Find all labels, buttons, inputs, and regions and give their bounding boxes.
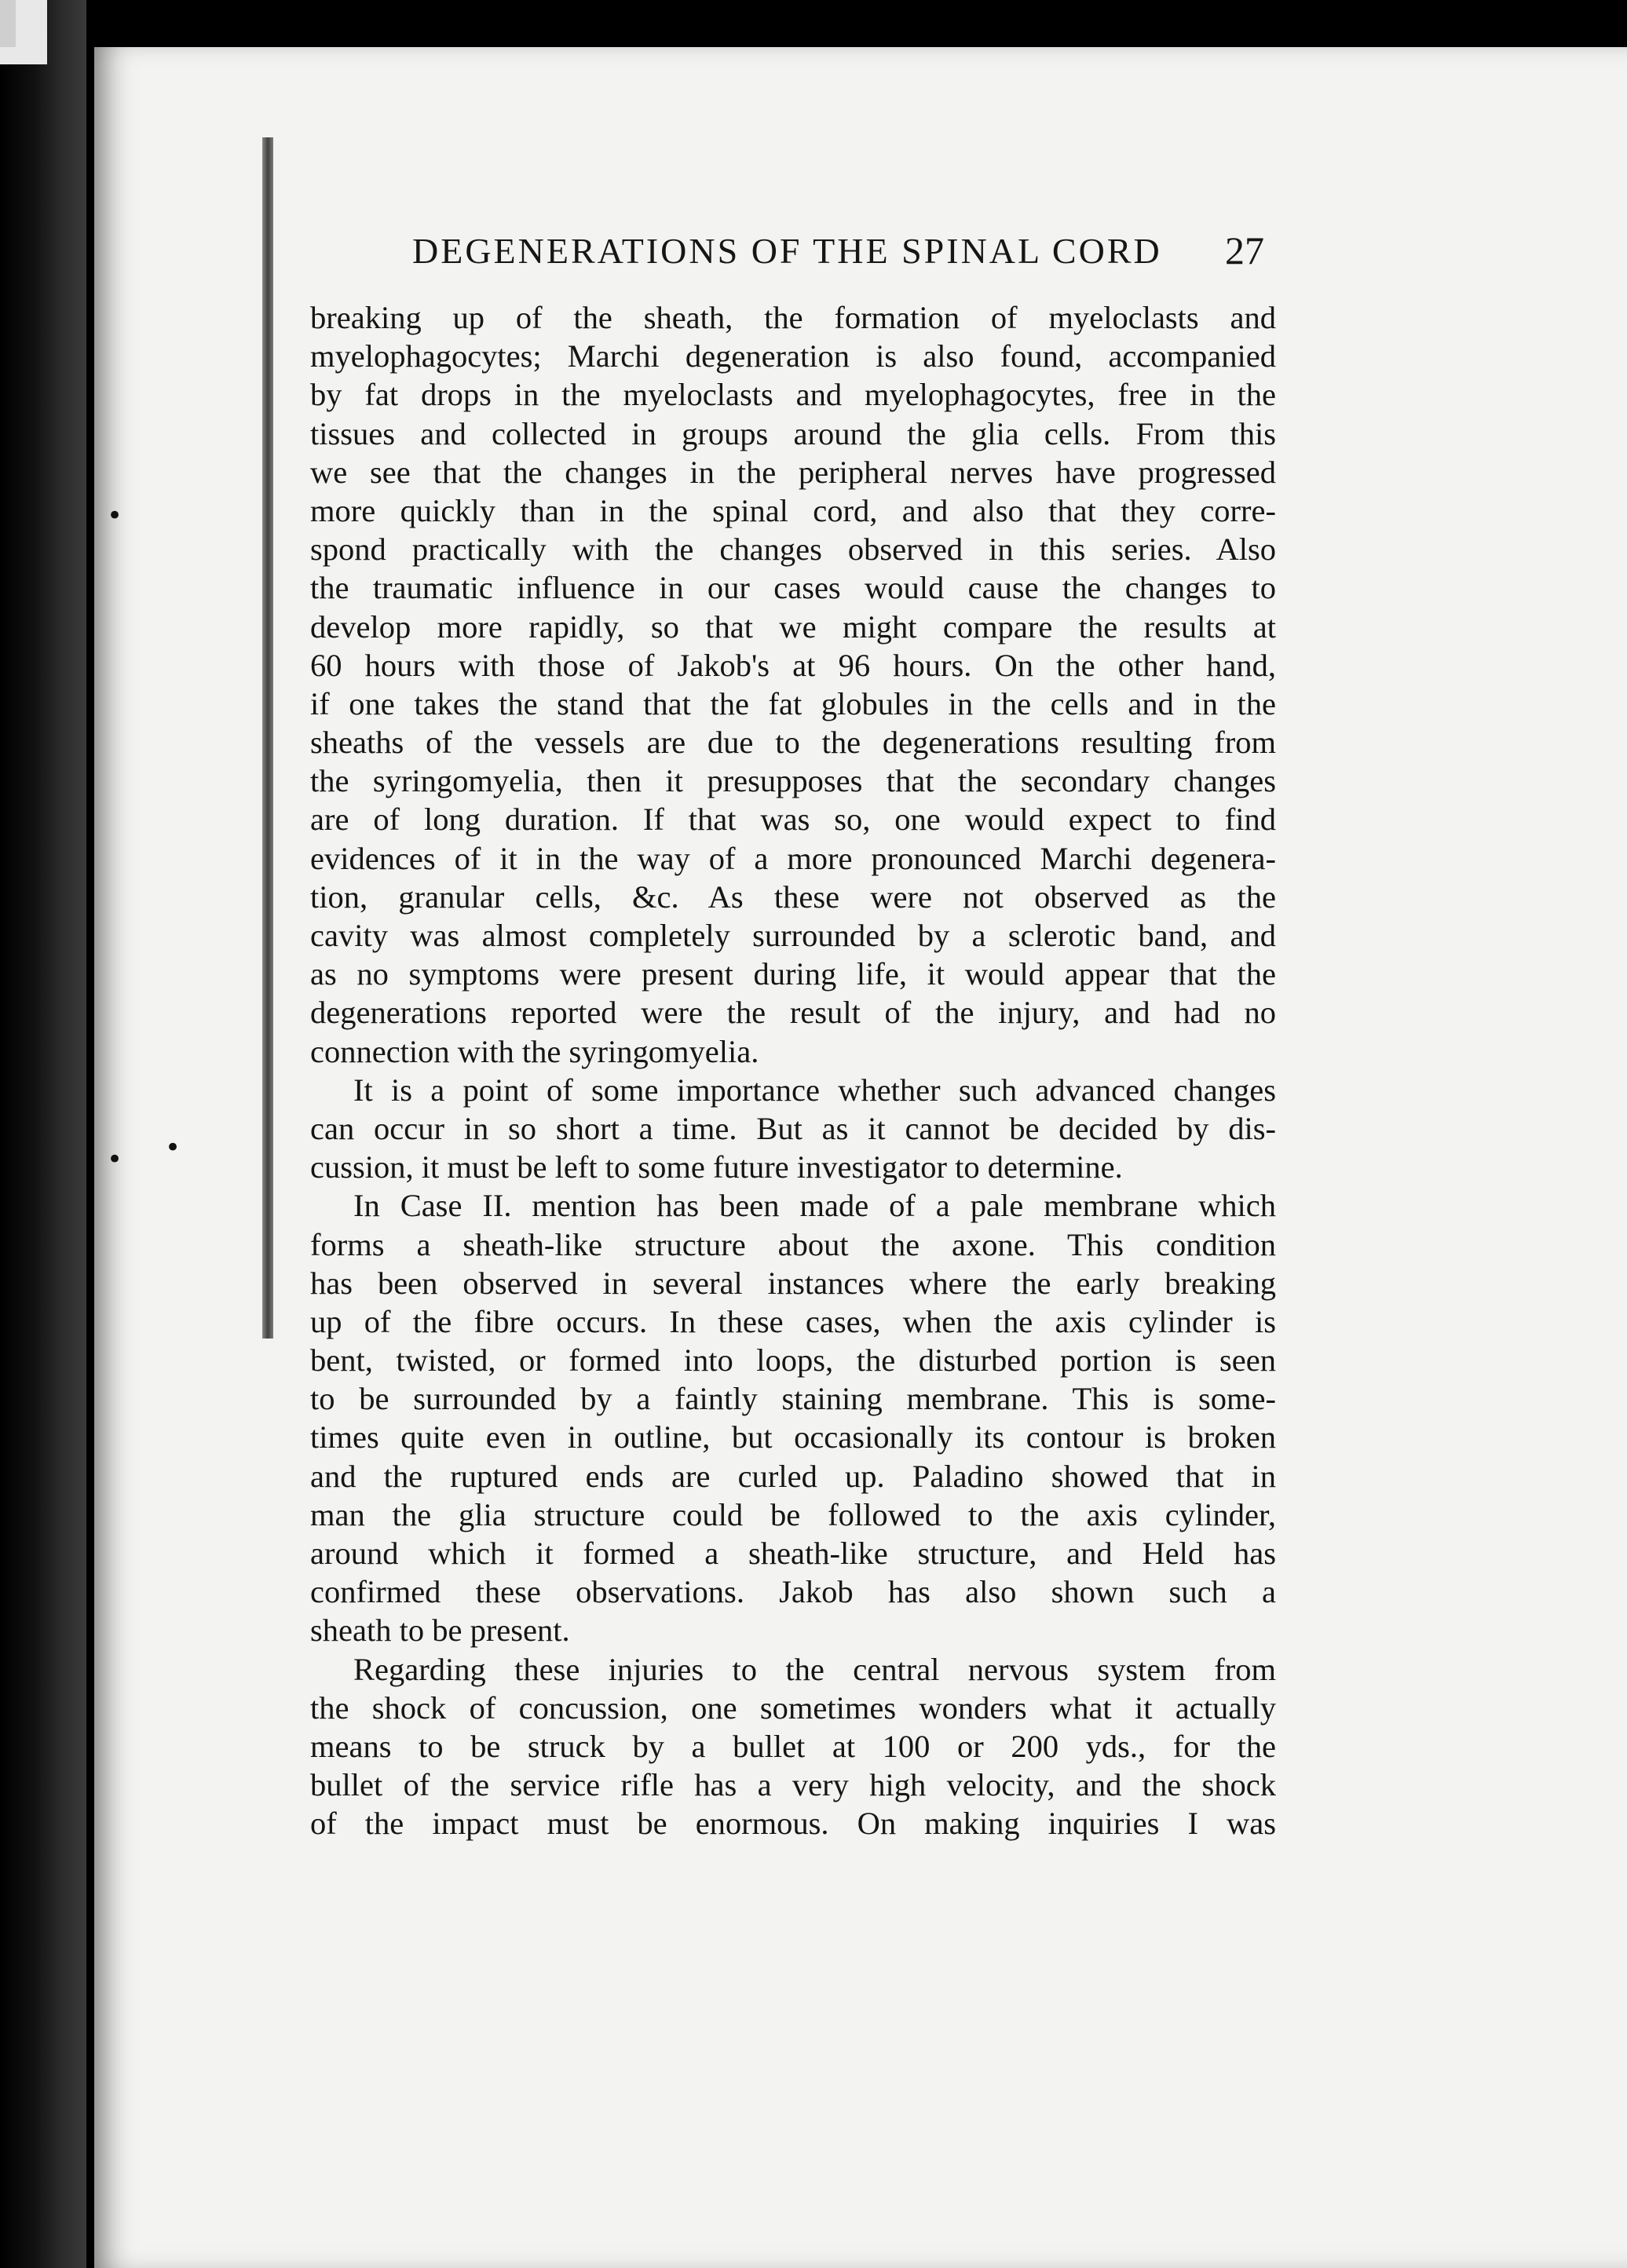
text-line: man the glia structure could be followed to the axis cylinder, xyxy=(310,1496,1276,1532)
text-line: and the ruptured ends are curled up. Paladino showed that in xyxy=(310,1458,1276,1494)
paragraph xyxy=(310,1186,1276,1649)
text-line: myelophagocytes; Marchi degeneration is also found, accompanied xyxy=(310,338,1276,374)
text-line: the shock of concussion, one sometimes wonders what it actually xyxy=(310,1689,1276,1726)
paragraph xyxy=(310,298,1276,1071)
text-line: develop more rapidly, so that we might compare the results at xyxy=(310,608,1276,645)
book-spine-shadow xyxy=(0,0,86,2268)
text-line: evidences of it in the way of a more pronounced Marchi degenera- xyxy=(310,840,1276,876)
text-line: 60 hours with those of Jakob's at 96 hours. On the other hand, xyxy=(310,647,1276,683)
paragraph xyxy=(310,1650,1276,1843)
text-line: confirmed these observations. Jakob has also shown such a xyxy=(310,1574,1276,1610)
text-line: cussion, it must be left to some future investigator to determine. xyxy=(310,1149,1123,1185)
text-line: around which it formed a sheath-like structure, and Held has xyxy=(310,1536,1276,1571)
text-line: more quickly than in the spinal cord, and also that they corre- xyxy=(310,492,1276,528)
text-line: bullet of the service rifle has a very high velocity, and the shock xyxy=(310,1767,1276,1803)
text-line: In Case II. mention has been made of a pale membrane which xyxy=(353,1188,1276,1224)
text-line: spond practically with the changes observed in this series. Also xyxy=(310,531,1276,568)
text-line: if one takes the stand that the fat globules in the cells and in the xyxy=(310,685,1276,721)
text-line: Regarding these injuries to the central nervous system from xyxy=(353,1651,1276,1687)
margin-mark: • xyxy=(107,500,123,531)
text-line: as no symptoms were present during life, it would appear that the xyxy=(310,956,1276,992)
page-number: 27 xyxy=(1225,228,1264,272)
text-line: sheaths of the vessels are due to the degenerations resulting from xyxy=(310,725,1276,761)
text-line: can occur in so short a time. But as it cannot be decided by dis- xyxy=(310,1110,1276,1146)
text-line: forms a sheath-like structure about the axone. This condition xyxy=(310,1226,1276,1262)
spine-mark xyxy=(0,0,16,47)
text-line: cavity was almost completely surrounded by a sclerotic band, and xyxy=(310,918,1276,953)
text-line: bent, twisted, or formed into loops, the disturbed portion is seen xyxy=(310,1342,1276,1379)
text-line: we see that the changes in the peripheral nerves have progressed xyxy=(310,454,1276,490)
text-line: are of long duration. If that was so, one would expect to find xyxy=(310,802,1276,838)
running-head: DEGENERATIONS OF THE SPINAL CORD xyxy=(412,231,1162,271)
text-line: to be surrounded by a faintly staining membrane. This is some- xyxy=(310,1381,1276,1417)
text-line: breaking up of the sheath, the formation of myeloclasts and xyxy=(310,300,1276,335)
text-line: by fat drops in the myeloclasts and myelophagocytes, free in the xyxy=(310,377,1276,413)
margin-mark: • xyxy=(165,1132,181,1163)
text-line: means to be struck by a bullet at 100 or 200 yds., for the xyxy=(310,1728,1276,1764)
margin-mark: • xyxy=(107,1144,123,1175)
text-line: tion, granular cells, &c. As these were not observed as the xyxy=(310,878,1276,915)
text-line: of the impact must be enormous. On making inquiries I was xyxy=(310,1806,1276,1842)
text-line: the traumatic influence in our cases would cause the changes to xyxy=(310,570,1276,606)
text-line: has been observed in several instances where the early breaking xyxy=(310,1265,1276,1301)
text-line: It is a point of some importance whether such advanced changes xyxy=(353,1072,1276,1108)
text-line: times quite even in outline, but occasionally its contour is broken xyxy=(310,1419,1276,1455)
text-line: sheath to be present. xyxy=(310,1612,570,1649)
text-line: connection with the syringomyelia. xyxy=(310,1033,759,1069)
text-line: degenerations reported were the result of the injury, and had no xyxy=(310,995,1276,1031)
text-line: tissues and collected in groups around the glia cells. From this xyxy=(310,415,1276,451)
text-line: the syringomyelia, then it presupposes that the secondary changes xyxy=(310,763,1276,799)
body-text xyxy=(310,298,1276,1843)
gutter-line xyxy=(262,137,273,1339)
text-line: up of the fibre occurs. In these cases, when the axis cylinder is xyxy=(310,1303,1276,1339)
paragraph xyxy=(310,1071,1276,1187)
